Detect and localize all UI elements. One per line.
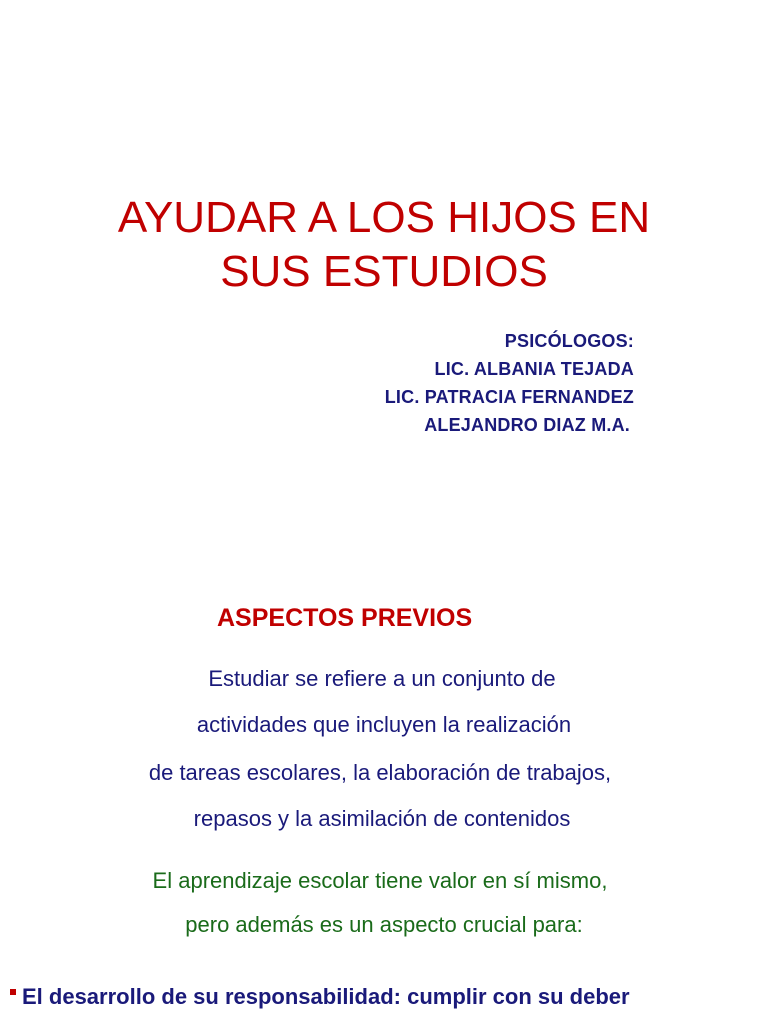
author-line: ALEJANDRO DIAZ M.A. xyxy=(424,415,630,435)
paragraph-line: actividades que incluyen la realización xyxy=(196,712,572,737)
bullet-item xyxy=(10,982,630,1012)
bullet-square-icon xyxy=(10,989,16,995)
author-line: LIC. PATRACIA FERNANDEZ xyxy=(384,387,634,407)
paragraph-line: Estudiar se refiere a un conjunto de xyxy=(208,666,556,691)
highlight-line: pero además es un aspecto crucial para: xyxy=(185,912,583,937)
highlight-line: El aprendizaje escolar tiene valor en sí mismo, xyxy=(152,868,608,893)
paragraph-line: de tareas escolares, la elaboración de trabajos, xyxy=(148,760,612,785)
author-line: LIC. ALBANIA TEJADA xyxy=(434,359,634,379)
section-heading: ASPECTOS PREVIOS xyxy=(217,604,473,632)
title-line-1: AYUDAR A LOS HIJOS EN xyxy=(117,193,651,242)
bullet-text: El desarrollo de su responsabilidad: cumplir con su deber xyxy=(22,984,630,1009)
author-heading: PSICÓLOGOS: xyxy=(504,331,634,351)
title-line-2: SUS ESTUDIOS xyxy=(220,247,548,296)
paragraph-line: repasos y la asimilación de contenidos xyxy=(193,806,571,831)
